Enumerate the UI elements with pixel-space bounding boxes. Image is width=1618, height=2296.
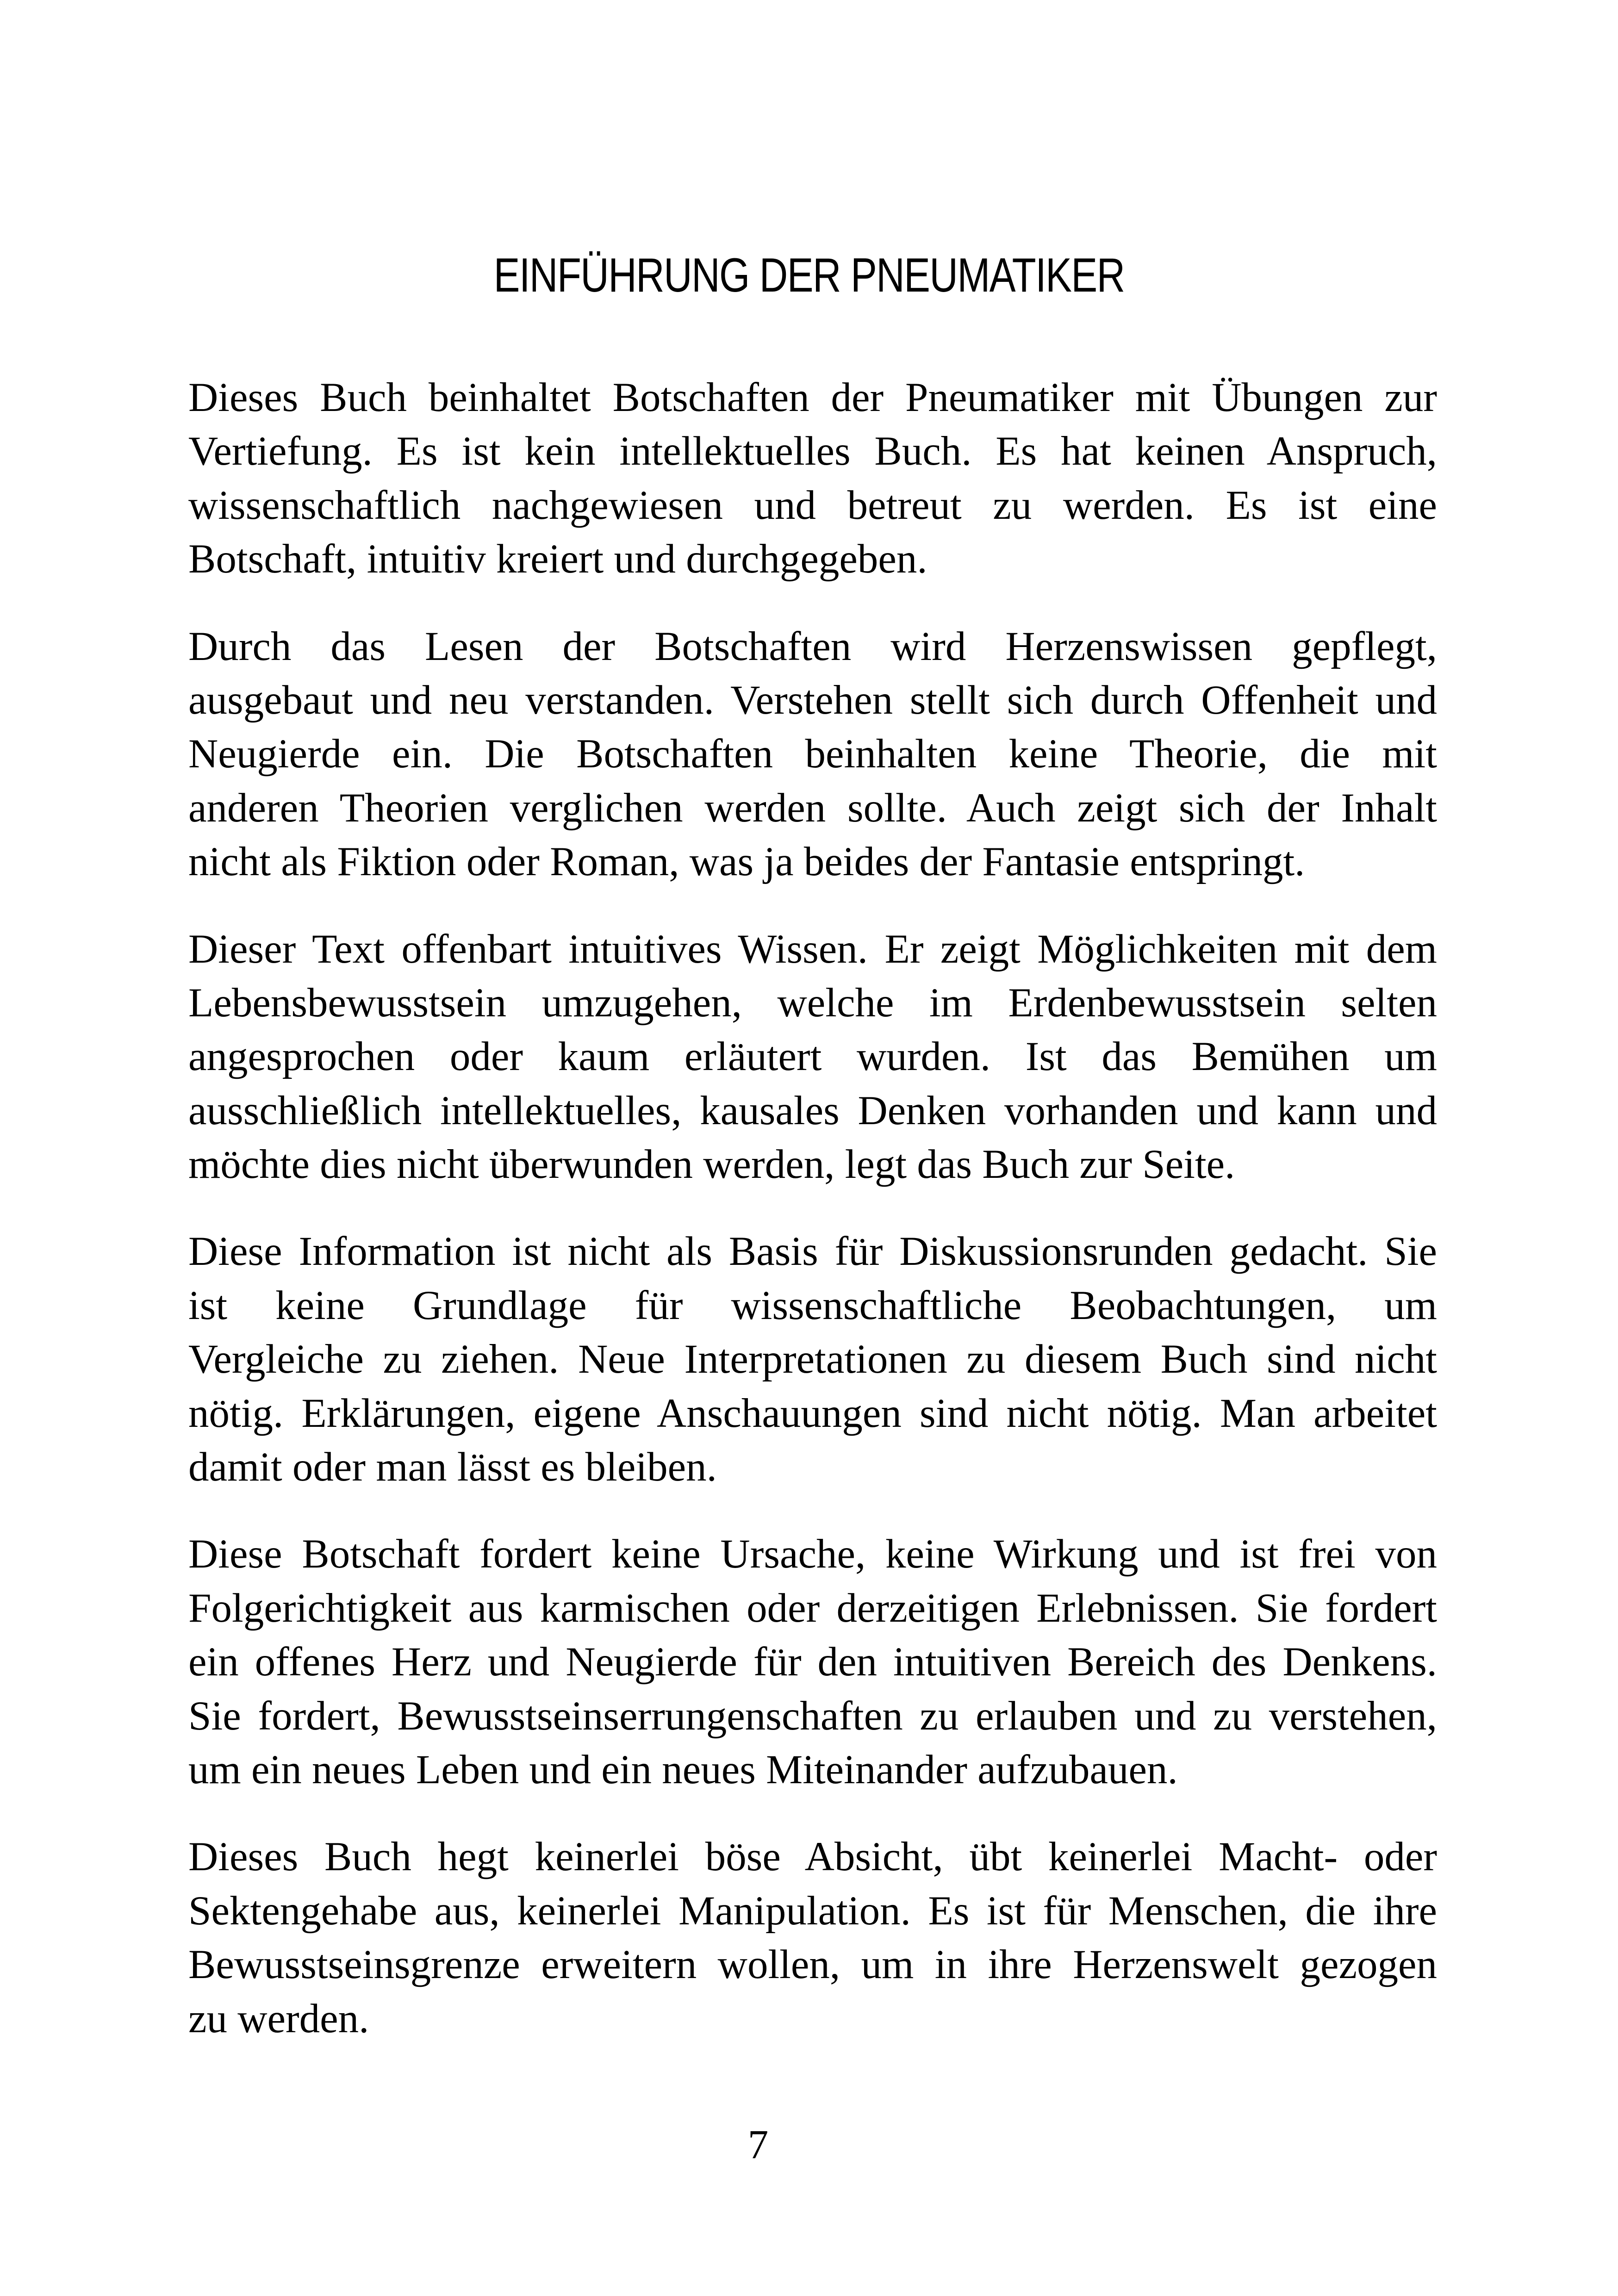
text-line: Neugierde ein. Die Botschaften beinhalten keine Theorie, die mit [188,731,1437,777]
text-line: Dieser Text offenbart intuitives Wissen. Er zeigt Möglichkeiten mit dem [188,926,1437,972]
text-line: Vergleiche zu ziehen. Neue Interpretationen zu diesem Buch sind nicht [188,1337,1437,1382]
paragraph [188,620,1437,889]
page-number: 7 [747,2122,769,2167]
text-line: ausgebaut und neu verstanden. Verstehen stellt sich durch Offenheit und [188,677,1437,723]
text-line: möchte dies nicht überwunden werden, legt das Buch zur Seite. [188,1142,1235,1188]
paragraph [188,1830,1437,2046]
paragraph [188,1527,1437,1797]
text-line: zu werden. [188,1996,369,2041]
text-line: ausschließlich intellektuelles, kausales Denken vorhanden und kann und [188,1088,1437,1133]
text-line: damit oder man lässt es bleiben. [188,1444,717,1490]
text-line: um ein neues Leben und ein neues Miteinander aufzubauen. [188,1747,1178,1792]
text-line: nötig. Erklärungen, eigene Anschauungen sind nicht nötig. Man arbeitet [188,1390,1437,1436]
text-line: ist keine Grundlage für wissenschaftliche Beobachtungen, um [188,1282,1437,1328]
text-line: ein offenes Herz und Neugierde für den intuitiven Bereich des Denkens. [188,1639,1437,1685]
paragraph [188,1225,1437,1494]
text-line: Durch das Lesen der Botschaften wird Herzenswissen gepflegt, [188,623,1437,669]
text-line: Sektengehabe aus, keinerlei Manipulation. Es ist für Menschen, die ihre [188,1888,1437,1934]
chapter-title-text: EINFÜHRUNG DER PNEUMATIKER [493,248,1125,302]
text-line: Sie fordert, Bewusstseinserrungenschaften zu erlauben und zu verstehen, [188,1693,1437,1739]
paragraph [188,371,1437,586]
text-line: Dieses Buch beinhaltet Botschaften der Pneumatiker mit Übungen zur [188,375,1437,420]
text-line: Bewusstseinsgrenze erweitern wollen, um in ihre Herzenswelt gezogen [188,1942,1437,1988]
text-line: Vertiefung. Es ist kein intellektuelles Buch. Es hat keinen Anspruch, [188,429,1437,474]
paragraph [188,922,1437,1192]
text-line: Dieses Buch hegt keinerlei böse Absicht, übt keinerlei Macht- oder [188,1834,1437,1880]
text-line: Lebensbewusstsein umzugehen, welche im Erdenbewusstsein selten [188,980,1437,1026]
body-text [188,371,1437,2079]
text-line: nicht als Fiktion oder Roman, was ja beides der Fantasie entspringt. [188,839,1305,885]
text-line: Diese Botschaft fordert keine Ursache, keine Wirkung und ist frei von [188,1531,1437,1577]
text-line: Diese Information ist nicht als Basis für Diskussionsrunden gedacht. Sie [188,1229,1437,1275]
text-line: Folgerichtigkeit aus karmischen oder derzeitigen Erlebnissen. Sie fordert [188,1585,1437,1631]
chapter-title [0,246,1618,305]
text-line: anderen Theorien verglichen werden sollte. Auch zeigt sich der Inhalt [188,785,1437,831]
text-line: Botschaft, intuitiv kreiert und durchgegeben. [188,536,927,582]
text-line: angesprochen oder kaum erläutert wurden. Ist das Bemühen um [188,1034,1437,1080]
text-line: wissenschaftlich nachgewiesen und betreut zu werden. Es ist eine [188,482,1437,528]
